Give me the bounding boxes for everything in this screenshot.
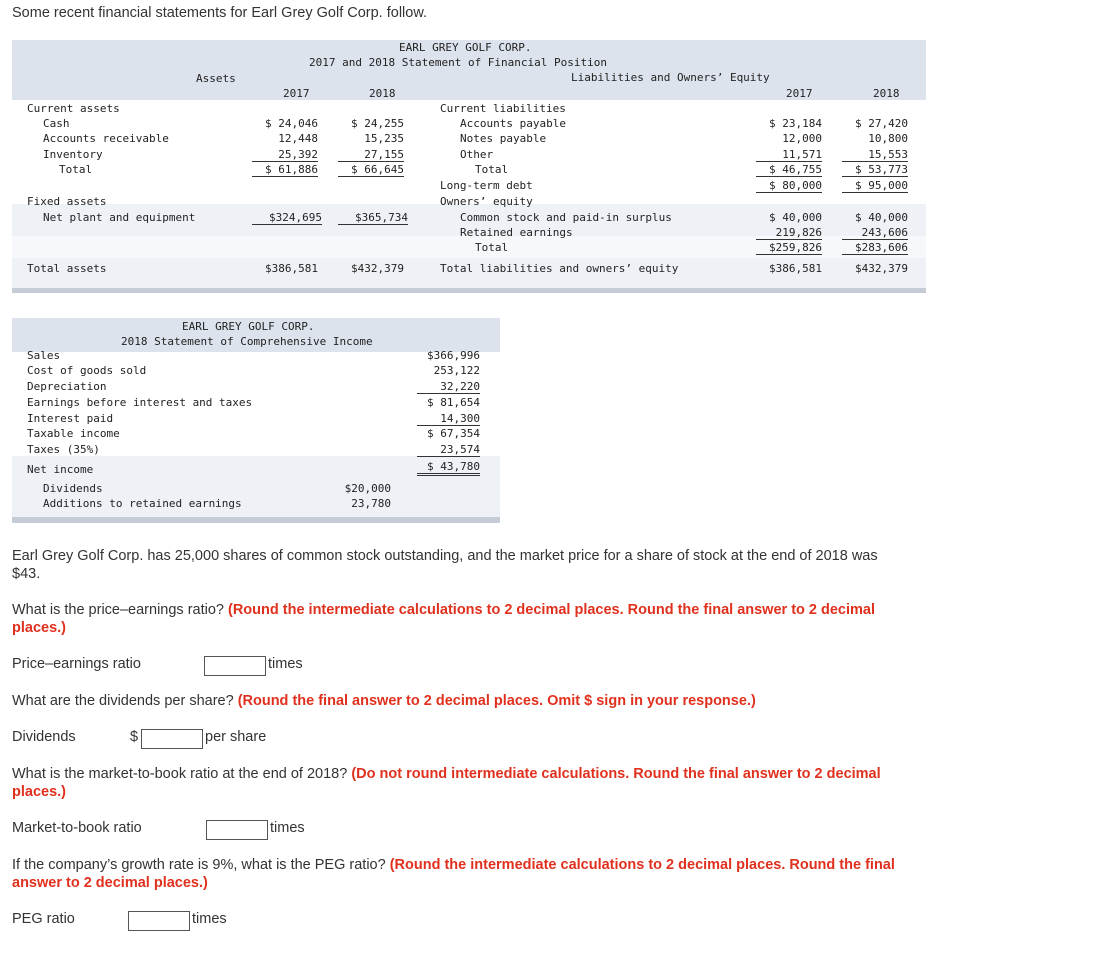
q2-text: What are the dividends per share? xyxy=(12,693,238,709)
cash-label: Cash xyxy=(43,117,70,130)
net-income-value: $ 43,780 xyxy=(417,460,480,476)
other-label: Other xyxy=(460,148,494,161)
balance-sheet xyxy=(12,40,928,294)
ap-label: Accounts payable xyxy=(460,117,566,130)
interest-label: Interest paid xyxy=(27,412,114,425)
market-to-book-unit: times xyxy=(270,820,305,836)
current-liabilities-heading: Current liabilities xyxy=(440,102,566,115)
dep-label: Depreciation xyxy=(27,380,107,393)
dividends-label: Dividends xyxy=(43,482,103,495)
q1-text: What is the price–earnings ratio? xyxy=(12,602,228,618)
dividends-per-share-unit: per share xyxy=(205,729,267,745)
dep-value: 32,220 xyxy=(417,380,480,394)
q1-instruction: (Round the intermediate calculations to 2 decimal places. Round the final answer to 2 decimal xyxy=(228,602,876,618)
bs-year-2018-right: 2018 xyxy=(873,87,900,100)
peg-ratio-unit: times xyxy=(192,911,227,927)
other-2018: 15,553 xyxy=(842,148,908,162)
ca-total-2018: $ 66,645 xyxy=(338,163,404,177)
ca-total-2017: $ 61,886 xyxy=(252,163,318,177)
q4-prompt xyxy=(12,857,895,873)
total-assets-2017: $386,581 xyxy=(265,262,318,275)
common-label: Common stock and paid-in surplus xyxy=(460,211,672,224)
common-2017: $ 40,000 xyxy=(769,211,822,224)
sales-value: $366,996 xyxy=(427,349,480,362)
shares-text-line1: Earl Grey Golf Corp. has 25,000 shares of common stock outstanding, and the market price for a share of stock at the end of 2018 was xyxy=(12,548,878,564)
ebit-value: $ 81,654 xyxy=(427,396,480,409)
is-company: EARL GREY GOLF CORP. xyxy=(182,320,315,333)
re-label: Retained earnings xyxy=(460,226,573,239)
bs-year-2017-right: 2017 xyxy=(786,87,813,100)
peg-ratio-label: PEG ratio xyxy=(12,911,75,927)
ap-2017: $ 23,184 xyxy=(769,117,822,130)
oe-total-2018: $283,606 xyxy=(842,241,908,255)
is-title: 2018 Statement of Comprehensive Income xyxy=(121,335,373,348)
q2-instruction: (Round the final answer to 2 decimal places. Omit $ sign in your response.) xyxy=(237,693,756,709)
dividends-per-share-label: Dividends xyxy=(12,729,76,745)
taxable-value: $ 67,354 xyxy=(427,427,480,440)
fixed-assets-heading: Fixed assets xyxy=(27,195,107,208)
additions-value: 23,780 xyxy=(351,497,391,510)
common-2018: $ 40,000 xyxy=(855,211,908,224)
cogs-value: 253,122 xyxy=(433,364,480,377)
additions-label: Additions to retained earnings xyxy=(43,497,242,510)
shares-text-line2: $43. xyxy=(12,566,41,582)
oe-total-label: Total xyxy=(475,241,509,254)
bs-assets-heading: Assets xyxy=(196,72,236,85)
net-plant-label: Net plant and equipment xyxy=(43,211,196,224)
bs-bottom-rule xyxy=(12,288,926,293)
market-to-book-label: Market-to-book ratio xyxy=(12,820,142,836)
q1-instruction-cont: places.) xyxy=(12,620,66,636)
owners-equity-heading: Owners’ equity xyxy=(440,195,533,208)
ca-total-label: Total xyxy=(59,163,93,176)
other-2017: 11,571 xyxy=(756,148,822,162)
cl-total-label: Total xyxy=(475,163,509,176)
bs-year-2017: 2017 xyxy=(283,87,310,100)
ap-2018: $ 27,420 xyxy=(855,117,908,130)
current-assets-heading: Current assets xyxy=(27,102,120,115)
taxable-label: Taxable income xyxy=(27,427,120,440)
net-income-label: Net income xyxy=(27,463,94,476)
q2-prompt xyxy=(12,693,756,709)
dividends-per-share-input[interactable] xyxy=(141,729,203,749)
ar-label: Accounts receivable xyxy=(43,132,169,145)
cl-total-2017: $ 46,755 xyxy=(756,163,822,177)
ltd-2017: $ 80,000 xyxy=(756,179,822,193)
dividends-value: $20,000 xyxy=(344,482,391,495)
net-plant-2017: $324,695 xyxy=(252,211,322,225)
total-assets-label: Total assets xyxy=(27,262,107,275)
is-bottom-rule xyxy=(12,517,500,523)
dollar-prefix: $ xyxy=(130,729,139,745)
net-plant-2018: $365,734 xyxy=(338,211,408,225)
pe-ratio-input[interactable] xyxy=(204,656,266,676)
sales-label: Sales xyxy=(27,349,61,362)
peg-ratio-input[interactable] xyxy=(128,911,190,931)
ltd-2018: $ 95,000 xyxy=(842,179,908,193)
cogs-label: Cost of goods sold xyxy=(27,364,147,377)
oe-total-2017: $259,826 xyxy=(756,241,822,255)
pe-ratio-label: Price–earnings ratio xyxy=(12,656,141,672)
bs-year-2018: 2018 xyxy=(369,87,396,100)
bs-company: EARL GREY GOLF CORP. xyxy=(399,41,532,54)
q4-instruction: (Round the intermediate calculations to 2 decimal places. Round the final xyxy=(389,857,895,873)
cash-2018: $ 24,255 xyxy=(351,117,404,130)
interest-value: 14,300 xyxy=(417,412,480,426)
q4-instruction-cont: answer to 2 decimal places.) xyxy=(12,875,208,891)
intro-text: Some recent financial statements for Earl Grey Golf Corp. follow. xyxy=(12,5,428,21)
np-label: Notes payable xyxy=(460,132,547,145)
np-2017: 12,000 xyxy=(782,132,822,145)
q3-prompt xyxy=(12,766,881,782)
income-statement xyxy=(12,318,500,525)
np-2018: 10,800 xyxy=(868,132,908,145)
inventory-2018: 27,155 xyxy=(338,148,404,162)
taxes-value: 23,574 xyxy=(417,443,480,457)
bs-title: 2017 and 2018 Statement of Financial Position xyxy=(309,56,608,69)
q3-instruction-cont: places.) xyxy=(12,784,66,800)
tle-label: Total liabilities and owners’ equity xyxy=(440,262,679,275)
ar-2018: 15,235 xyxy=(364,132,404,145)
ebit-label: Earnings before interest and taxes xyxy=(27,396,253,409)
pe-ratio-unit: times xyxy=(268,656,303,672)
cl-total-2018: $ 53,773 xyxy=(842,163,908,177)
ar-2017: 12,448 xyxy=(278,132,318,145)
total-assets-2018: $432,379 xyxy=(351,262,404,275)
re-2018: 243,606 xyxy=(842,226,908,240)
inventory-label: Inventory xyxy=(43,148,103,161)
taxes-label: Taxes (35%) xyxy=(27,443,100,456)
q4-text: If the company’s growth rate is 9%, what is the PEG ratio? xyxy=(12,857,390,873)
cash-2017: $ 24,046 xyxy=(265,117,318,130)
bs-liab-heading: Liabilities and Owners’ Equity xyxy=(571,71,770,84)
ltd-label: Long-term debt xyxy=(440,179,533,192)
q3-text: What is the market-to-book ratio at the end of 2018? xyxy=(12,766,352,782)
inventory-2017: 25,392 xyxy=(252,148,318,162)
tle-2018: $432,379 xyxy=(855,262,908,275)
tle-2017: $386,581 xyxy=(769,262,822,275)
re-2017: 219,826 xyxy=(756,226,822,240)
market-to-book-input[interactable] xyxy=(206,820,268,840)
q3-instruction: (Do not round intermediate calculations. Round the final answer to 2 decimal xyxy=(351,766,881,782)
q1-prompt xyxy=(12,602,875,618)
